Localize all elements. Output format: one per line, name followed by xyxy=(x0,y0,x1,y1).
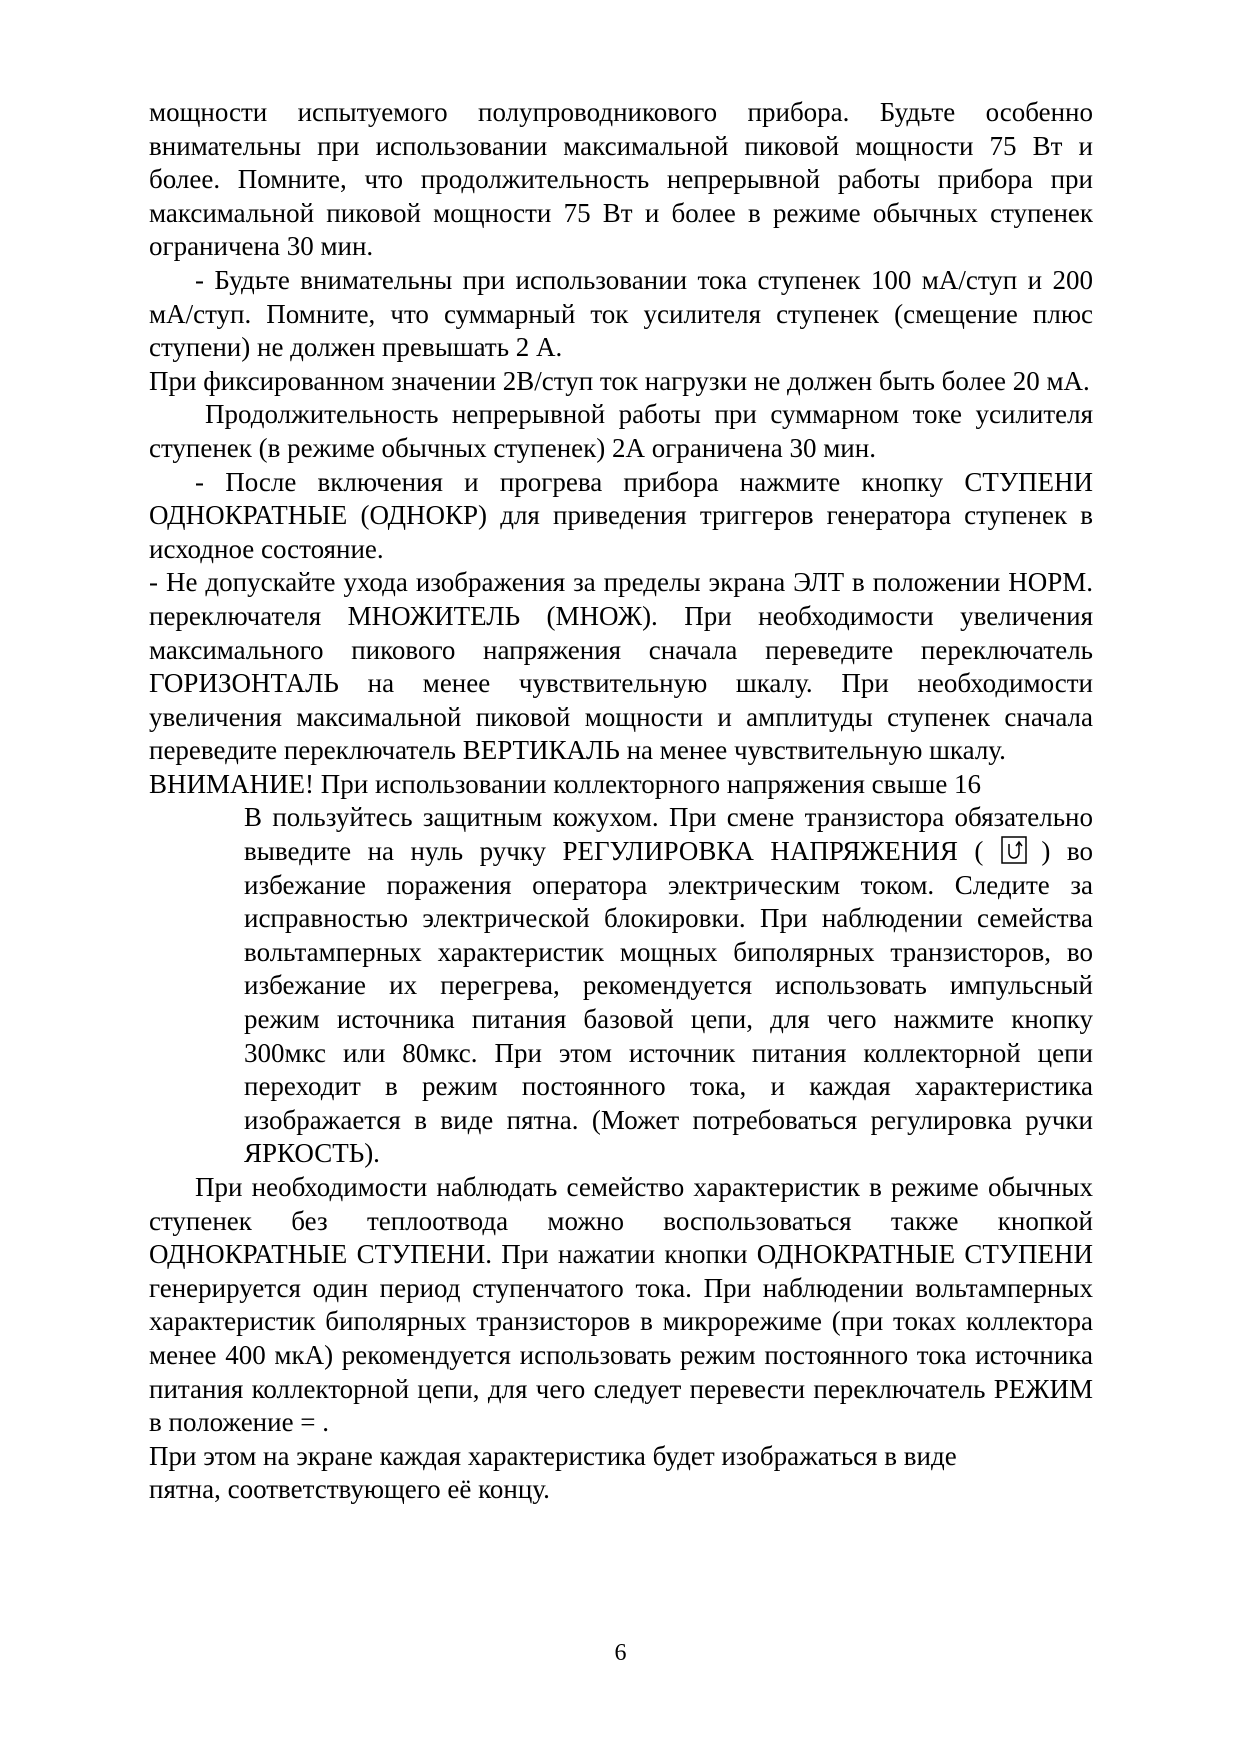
warning-body xyxy=(244,801,1093,1171)
paragraph-continuous-operation: Продолжительность непрерывной работы при суммарном токе усилителя ступенек (в режиме обычных ступенек) 2А ограничена 30 мин. xyxy=(149,399,1093,463)
warning-text-part1: В пользуйтесь защитным кожухом. При смене транзистора обязательно выведите на нуль ручку РЕГУЛИРОВКА НАПРЯЖЕНИЯ ( xyxy=(244,802,1093,867)
paragraph-step-current: - Будьте внимательны при использовании тока ступенек 100 мА/ступ и 200 мА/ступ. Помните, что суммарный ток усилителя ступенек (смещение плюс ступени) не должен превышать 2 А. xyxy=(149,264,1093,363)
paragraph-single-step-button: При необходимости наблюдать семейство характеристик в режиме обычных ступенек без теплоотвода можно воспользоваться также кнопкой ОДНОКРАТНЫЕ СТУПЕНИ. При нажатии кнопки ОДНОКРАТНЫЕ СТУПЕНИ генерируется один период ступенчатого тока. При наблюдении вольтамперных характеристик биполярных транзисторов в микрорежиме (при токах коллектора менее 400 мкА) рекомендуется использовать режим постоянного тока источника питания коллекторной цепи, для чего следует перевести переключатель РЕЖИМ в положение = . xyxy=(149,1172,1093,1438)
rotation-arrow-in-box-icon xyxy=(1001,836,1027,864)
paragraph-peak-power: мощности испытуемого полупроводникового прибора. Будьте особенно внимательны при использовании максимальной пиковой мощности 75 Вт и более. Помните, что продолжительность непрерывной работы прибора при максимальной пиковой мощности 75 Вт и более в режиме обычных ступенек ограничена 30 мин. xyxy=(149,97,1093,262)
paragraph-image-limits: - Не допускайте ухода изображения за пределы экрана ЭЛТ в положении НОРМ. переключателя МНОЖИТЕЛЬ (МНОЖ). При необходимости увеличения максимального пикового напряжения сначала переведите переключатель ГОРИЗОНТАЛЬ на менее чувствительную шкалу. При необходимости увеличения максимальной пиковой мощности и амплитуды ступенек сначала переведите переключатель ВЕРТИКАЛЬ на менее чувствительную шкалу. xyxy=(149,567,1093,766)
warning-block xyxy=(149,768,1093,1171)
paragraph-spot-line1: При этом на экране каждая характеристика будет изображаться в виде xyxy=(149,1440,957,1471)
page-number: 6 xyxy=(614,1640,627,1666)
warning-text-part2: ) во избежание поражения оператора электрическим током. Следите за исправностью электрической блокировки. При наблюдении семейства вольтамперных характеристик мощных биполярных транзисторов, во избежание их перегрева, рекомендуется использовать импульсный режим источника питания базовой цепи, для чего нажмите кнопку 300мкс или 80мкс. При этом источник питания коллекторной цепи переходит в режим постоянного тока, и каждая характеристика изображается в виде пятна. (Может потребоваться регулировка ручки ЯРКОСТЬ). xyxy=(244,836,1093,1169)
document-page xyxy=(149,96,1093,1507)
warning-heading: ВНИМАНИЕ! При использовании коллекторного напряжения свыше 16 xyxy=(149,768,982,799)
paragraph-fixed-value: При фиксированном значении 2В/ступ ток нагрузки не должен быть более 20 мА. xyxy=(149,365,1090,396)
paragraph-single-steps: - После включения и прогрева прибора нажмите кнопку СТУПЕНИ ОДНОКРАТНЫЕ (ОДНОКР) для приведения триггеров генератора ступенек в исходное состояние. xyxy=(149,466,1093,564)
paragraph-spot-line2: пятна, соответствующего её концу. xyxy=(149,1474,550,1505)
